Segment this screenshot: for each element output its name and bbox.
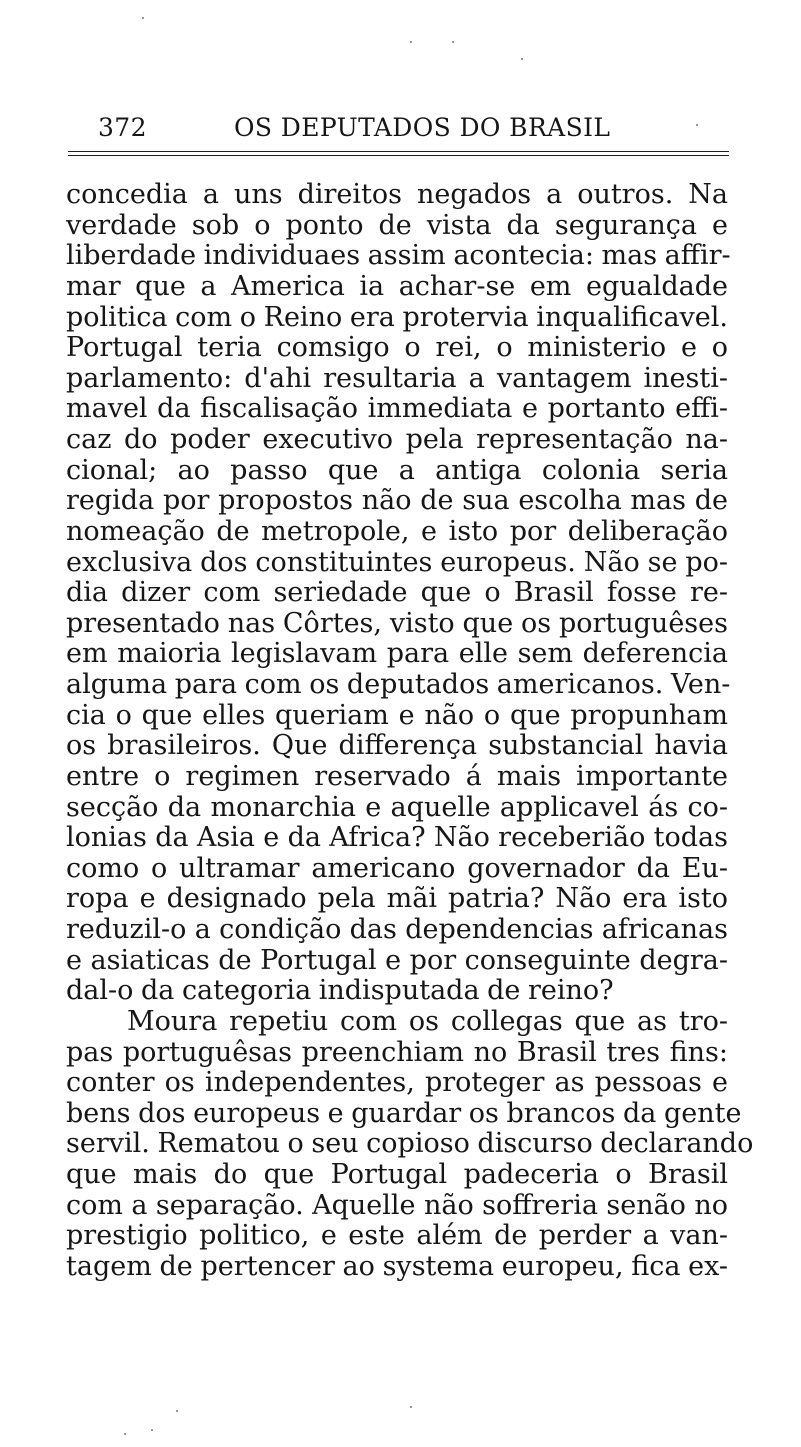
text-line: em maioria legislavam para elle sem deferencia [66,638,728,670]
text-line: nomeação de metropole, e isto por deliberação [66,515,728,547]
text-line: servil. Rematou o seu copioso discurso declarando [66,1128,754,1160]
text-line: Portugal teria comsigo o rei, o ministerio e o [66,332,728,364]
paragraph-end-line: dal-o da categoria indisputada de reino? [66,975,614,1007]
text-line: e asiaticas de Portugal e por conseguinte degra- [66,944,728,976]
text-line: prestigio politico, e este além de perder a van- [66,1220,728,1252]
text-line: lonias da Asia e da Africa? Não receberião todas [66,822,728,854]
text-line: tagem de pertencer ao systema europeu, fica ex- [66,1250,728,1282]
scan-speck [142,17,144,19]
text-line: cional; ao passo que a antiga colonia seria [66,454,728,486]
scan-speck [151,1429,153,1431]
scan-speck [124,1433,126,1435]
text-line: com a separação. Aquelle não soffreria senão no [66,1189,728,1221]
text-line: caz do poder executivo pela representação na- [66,424,728,455]
scan-speck [176,1410,178,1412]
page-number: 372 [98,113,147,142]
text-line: mavel da fiscalisação immediata e portanto effi- [66,393,728,425]
text-line: alguma para com os deputados americanos. Ven- [66,669,731,700]
scan-speck [521,58,523,60]
text-line: exclusiva dos constituintes europeus. Não se po- [66,546,728,578]
scan-speck [452,41,454,43]
text-line: como o ultramar americano governador da Eu- [66,852,728,884]
text-line: conter os independentes, proteger as pessoas e [66,1067,728,1099]
text-line: reduzil-o a condição das dependencias africanas [66,914,728,945]
text-line: dia dizer com seriedade que o Brasil fosse re- [66,577,728,609]
text-line: liberdade individuaes assim acontecia: mas affir- [66,240,731,272]
running-title: OS DEPUTADOS DO BRASIL [234,113,611,142]
text-line: mar que a America ia achar-se em egualdade [66,270,728,302]
scan-speck [410,41,412,43]
text-line: ropa e designado pela mãi patria? Não era isto [66,883,728,915]
text-line: politica com o Reino era protervia inqualificavel. [66,301,728,333]
text-line: regida por propostos não de sua escolha mas de [66,485,728,517]
page-header [98,112,618,144]
text-line: pas portuguêsas preenchiam no Brasil tres fins: [66,1036,728,1068]
scan-speck [410,1406,412,1408]
text-line: que mais do que Portugal padeceria o Brasil [66,1159,728,1190]
text-line: parlamento: d'ahi resultaria a vantagem inesti- [66,362,728,394]
text-line: verdade sob o ponto de vista da segurança e [66,209,728,241]
text-line: concedia a uns direitos negados a outros. Na [66,179,728,210]
scan-speck [696,124,698,126]
text-line: secção da monarchia e aquelle applicavel ás co- [66,791,728,823]
text-line: bens dos europeus e guardar os brancos da gente [66,1097,742,1129]
text-line: presentado nas Côrtes, visto que os portuguêses [66,607,728,639]
header-rule [68,151,729,156]
text-line: cia o que elles queriam e não o que propunham [66,699,728,731]
text-line: os brasileiros. Que differença substancial havia [66,730,728,762]
text-line: entre o regimen reservado á mais importante [66,760,728,792]
paragraph-start-line: Moura repetiu com os collegas que as tro- [127,1005,728,1037]
body-text [66,179,754,1283]
